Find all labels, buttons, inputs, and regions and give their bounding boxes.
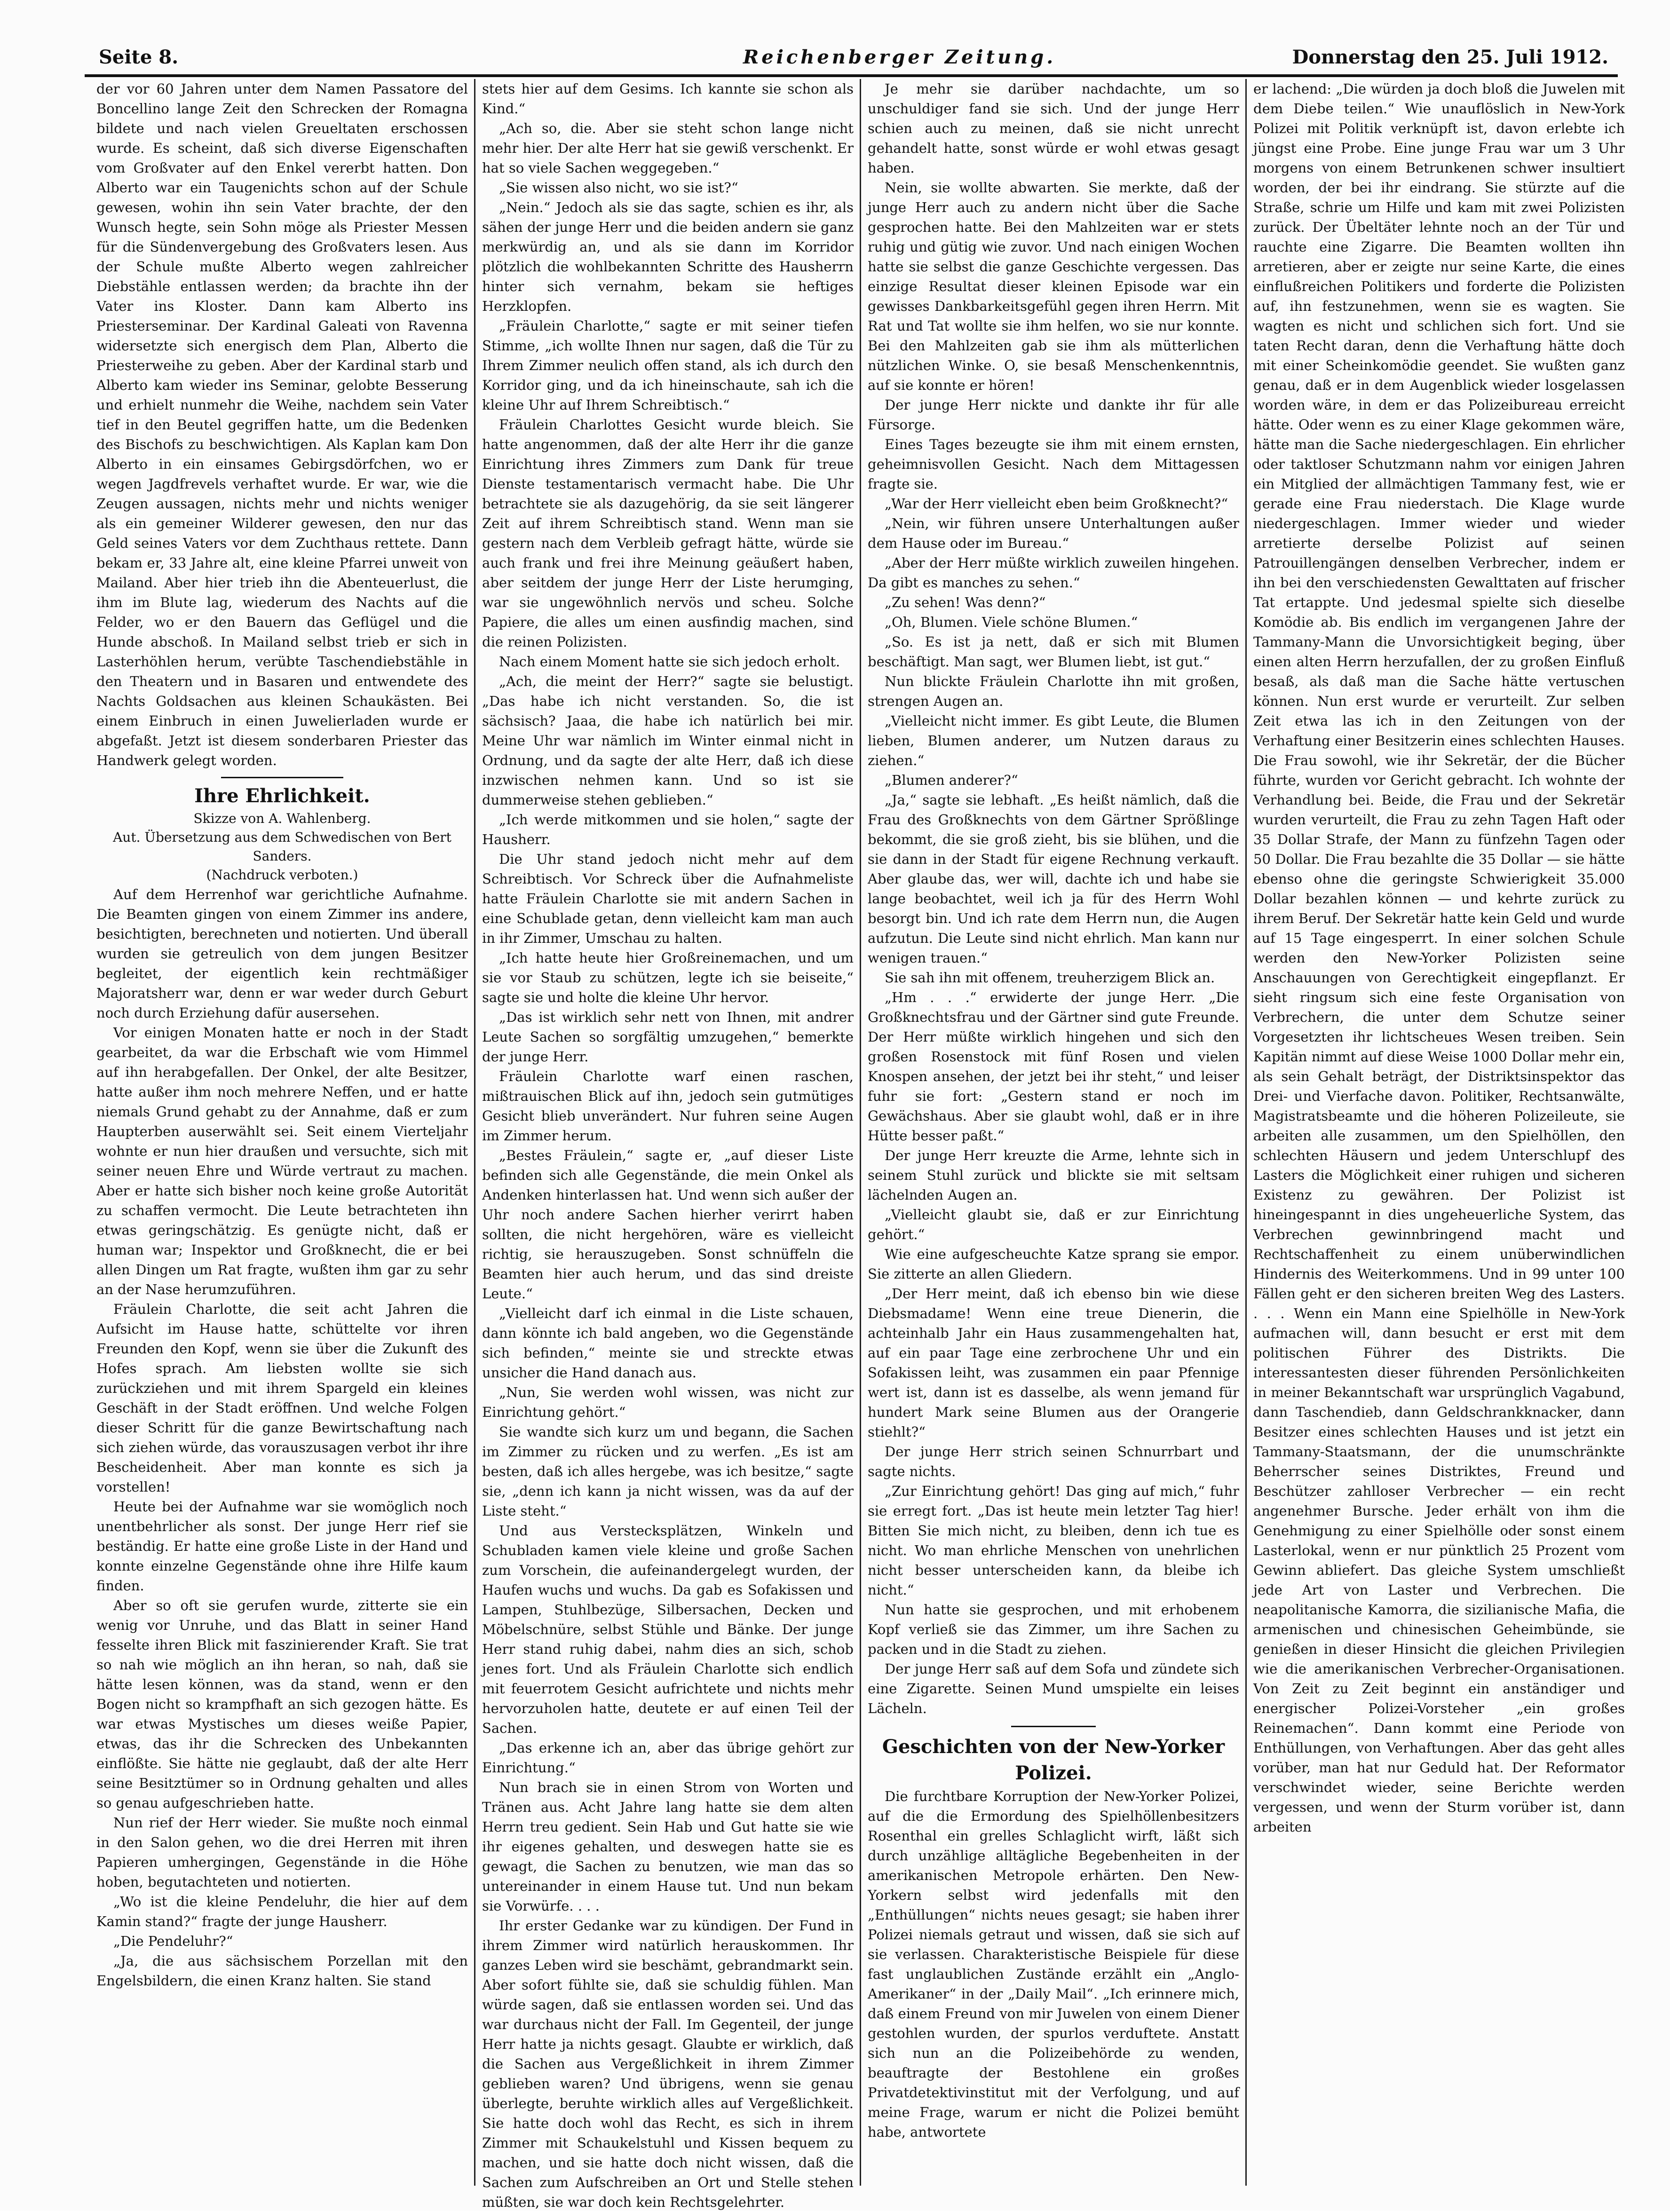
story-translation-note: Aut. Übersetzung aus dem Schwedischen von Bert Sanders. xyxy=(113,830,451,864)
paragraph: „Vielleicht darf ich einmal in die Liste schauen, dann könnte ich bald angeben, wo die Gegenstände sich befinden,“ meinte sie und streckte etwas unsicher die Hand danach aus. xyxy=(482,1305,854,1381)
paragraph: „Bestes Fräulein,“ sagte er, „auf dieser Liste befinden sich alle Gegenstände, die mein Onkel als Andenken hinterlassen hat. Und wenn sich außer der Uhr noch andere Sachen hierher verirrt haben sollten, die nicht hergehören, wäre es vielleicht richtig, sie herauszugeben. Sonst schnüffeln die Beamten hier auch herum, und das sind dreiste Leute.“ xyxy=(482,1147,854,1302)
paragraph: „Nun, Sie werden wohl wissen, was nicht zur Einrichtung gehört.“ xyxy=(482,1384,854,1420)
paragraph: „Der Herr meint, daß ich ebenso bin wie diese Diebsmadame! Wenn eine treue Dienerin, die achteinhalb Jahr ein Haus zusammengehalten hat, auf ein paar Tage eine zerbrochene Uhr und ein Sofakissen leiht, was zusammen ein paar Pfennige wert ist, dann ist es dasselbe, als wenn jemand für hundert Mark seine Blumen aus der Orangerie stiehlt?“ xyxy=(868,1286,1239,1440)
issue-date: Donnerstag den 25. Juli 1912. xyxy=(1292,46,1608,68)
paragraph: „Wo ist die kleine Pendeluhr, die hier auf dem Kamin stand?“ fragte der junge Hausherr. xyxy=(96,1894,468,1929)
paragraph: Vor einigen Monaten hatte er noch in der Stadt gearbeitet, da war die Erbschaft wie vom Himmel auf ihn herabgefallen. Der Onkel, der alte Besitzer, hatte außer ihm noch mehrere Neffen, und er hatte niemals Grund gehabt zu der Annahme, daß er zum Haupterben auserwählt sei. Seit einem Vierteljahr wohnte er nun hier draußen und versuchte, sich mit seiner neuen Ehre und Würde vertraut zu machen. Aber er hatte sich bisher noch keine große Autorität zu schaffen vermocht. Die Leute betrachteten ihn etwas geringschätzig. Es genügte nicht, daß er human war; Inspektor und Großknecht, die er bei allen Dingen um Rat fragte, wußten ihm gar zu sehr an der Nase herumzuführen. xyxy=(96,1025,468,1297)
paragraph: der vor 60 Jahren unter dem Namen Passatore del Boncellino lange Zeit den Schrecken der Romagna bildete und nach vielen Greueltaten erschossen wurde. Es scheint, daß sich diverse Eigenschaften vom Großvater auf den Enkel vererbt hatten. Don Alberto war ein Taugenichts schon auf der Schule gewesen, wohin ihn sein Vater brachte, der den Wunsch hegte, sein Sohn möge als Priester Messen für die Sündenvergebung des Großvaters lesen. Aus der Schule mußte Alberto wegen zahlreicher Diebstähle entlassen werden; da brachte ihn der Vater ins Kloster. Dann kam Alberto ins Priesterseminar. Der Kardinal Galeati von Ravenna widersetzte sich energisch dem Plan, Alberto die Priesterweihe zu geben. Aber der Kardinal starb und Alberto kam wieder ins Seminar, gelobte Besserung und erhielt nunmehr die Weihe, nachdem sein Vater tief in den Beutel gegriffen hatte, um die Bedenken des Bischofs zu beschwichtigen. Als Kaplan kam Don Alberto in ein einsames Gebirgsdörfchen, wo er wegen Jagdfrevels verhaftet wurde. Er war, wie die Zeugen aussagen, nichts mehr und nichts weniger als ein gemeiner Wilderer gewesen, den nur das Geld seines Vaters vor dem Zuchthaus rettete. Dann bekam er, 33 Jahre alt, eine kleine Pfarrei unweit von Mailand. Aber hier trieb ihn die Abenteuerlust, die ihm im Blute lag, wiederum des Nachts auf die Felder, wo er den Bauern das Geflügel und die Hunde abschoß. In Mailand selbst trieb er sich in Lasterhöhlen herum, verübte Taschendiebstähle in den Theatern und in Basaren und entwendete des Nachts Goldsachen aus kleinen Schaukästen. Bei einem Einbruch in einen Juwelierladen wurde er abgefaßt. Jetzt ist diesem sonderbaren Priester das Handwerk gelegt worden. xyxy=(96,81,468,768)
paragraph: „Hm . . .“ erwiderte der junge Herr. „Die Großknechtsfrau und der Gärtner sind gute Freunde. Der Herr müßte wirklich hingehen und sich den großen Rosenstock mit fünf Rosen und vielen Knospen ansehen, der jetzt bei ihr steht,“ und leiser fuhr sie fort: „Gestern stand er noch im Gewächshaus. Aber sie glaubt wohl, daß er in ihre Hütte besser paßt.“ xyxy=(868,989,1239,1144)
story-byline: Skizze von A. Wahlenberg. xyxy=(193,811,371,826)
paragraph: „Ja,“ sagte sie lebhaft. „Es heißt nämlich, daß die Frau des Großknechts von dem Gärtner Sprößlinge bekommt, die sie groß zieht, bis sie blühen, und die sie dann in der Stadt für eigene Rechnung verkauft. Aber glaube das, wer will, dachte ich und habe sie lange beobachtet, weil ich ja für des Herrn Wohl besorgt bin. Und ich rate dem Herrn nun, die Augen aufzutun. Die Leute sind nicht ehrlich. Man kann nur wenigen trauen.“ xyxy=(868,792,1239,966)
paragraph: „Fräulein Charlotte,“ sagte er mit seiner tiefen Stimme, „ich wollte Ihnen nur sagen, daß die Tür zu Ihrem Zimmer neulich offen stand, als ich durch den Korridor ging, und da ich hineinschaute, sah ich die kleine Uhr auf Ihrem Schreibtisch.“ xyxy=(482,318,854,413)
paragraph: „Ich hatte heute hier Großreinemachen, und um sie vor Staub zu schützen, legte ich sie beiseite,“ sagte sie und holte die kleine Uhr hervor. xyxy=(482,950,854,1005)
column-3 xyxy=(868,79,1239,2186)
paragraph: Fräulein Charlotte warf einen raschen, mißtrauischen Blick auf ihn, jedoch sein gutmütiges Gesicht blieb unverändert. Nur fuhren seine Augen im Zimmer herum. xyxy=(482,1068,854,1144)
paragraph: Aber so oft sie gerufen wurde, zitterte sie ein wenig vor Unruhe, und das Blatt in seiner Hand fesselte ihren Blick mit faszinierender Kraft. Sie trat so nah wie möglich an ihn heran, so nah, daß sie hätte lesen können, was da stand, wenn er den Bogen nicht so krampfhaft an sich gezogen hätte. Es war etwas Mystisches um dieses weiße Papier, etwas, das ihr die Schrecken des Unbekannten einflößte. Sie hätte nie geglaubt, daß der alte Herr seine Besitztümer so in Ordnung gehalten und alles so genau aufgeschrieben hatte. xyxy=(96,1597,468,1811)
paragraph: „Das erkenne ich an, aber das übrige gehört zur Einrichtung.“ xyxy=(482,1740,854,1776)
paragraph: Nun brach sie in einen Strom von Worten und Tränen aus. Acht Jahre lang hatte sie dem alten Herrn treu gedient. Sein Hab und Gut hatte sie wie ihr eigenes gehalten, und deswegen hatte sie es gewagt, die Sachen zu benutzen, wie man das so untereinander in einem Hause tut. Und nun bekam sie Vorwürfe. . . . xyxy=(482,1779,854,1914)
paragraph: „So. Es ist ja nett, daß er sich mit Blumen beschäftigt. Man sagt, wer Blumen liebt, ist gut.“ xyxy=(868,634,1239,670)
paragraph: Eines Tages bezeugte sie ihm mit einem ernsten, geheimnisvollen Gesicht. Nach dem Mittagessen fragte sie. xyxy=(868,436,1239,492)
paragraph: „Nein, wir führen unsere Unterhaltungen außer dem Hause oder im Bureau.“ xyxy=(868,515,1239,551)
paragraph: Die Uhr stand jedoch nicht mehr auf dem Schreibtisch. Vor Schreck über die Aufnahmeliste hatte Fräulein Charlotte sie mit andern Sachen in eine Schublade getan, denn vielleicht kam man auch in ihr Zimmer, Umschau zu halten. xyxy=(482,851,854,946)
paragraph: „Ach so, die. Aber sie steht schon lange nicht mehr hier. Der alte Herr hat sie gewiß verschenkt. Er hat so viele Sachen weggegeben.“ xyxy=(482,120,854,176)
paragraph: Die furchtbare Korruption der New-Yorker Polizei, auf die die Ermordung des Spielhöllenbesitzers Rosenthal ein grelles Schlaglicht wirft, läßt sich durch unzählige alltägliche Begebenheiten in der amerikanischen Metropole erhärten. Den New-Yorkern selbst wird jedenfalls mit den „Enthüllungen“ nichts neues gesagt; sie haben ihrer Polizei niemals getraut und wissen, daß sie sich auf sie verlassen. Charakteristische Beispiele für diese fast unglaublichen Zustände erzählt ein „Anglo-Amerikaner“ in der „Daily Mail“. „Ich erinnere mich, daß einem Freund von mir Juwelen von einem Diener gestohlen wurden, der spurlos verduftete. Anstatt sich nun an die Polizeibehörde zu wenden, beauftragte der Bestohlene ein großes Privatdetektivinstitut mit der Verfolgung, und auf meine Frage, warum er nicht die Polizei bemüht habe, antwortete xyxy=(868,1788,1239,2140)
story-title: Ihre Ehrlichkeit. xyxy=(194,785,370,807)
paragraph: „Ich werde mitkommen und sie holen,“ sagte der Hausherr. xyxy=(482,812,854,847)
column-rule xyxy=(860,79,861,2186)
paragraph: „Ach, die meint der Herr?“ sagte sie belustigt. „Das habe ich nicht verstanden. So, die ist sächsisch? Jaaa, die habe ich natürlich bei mir. Meine Uhr war nämlich im Winter einmal nicht in Ordnung, und da sagte der alte Herr, daß ich diese inzwischen nehmen kann. Und so ist sie dummerweise stehen geblieben.“ xyxy=(482,673,854,808)
paragraph: „Oh, Blumen. Viele schöne Blumen.“ xyxy=(885,614,1138,630)
paragraph: „Zur Einrichtung gehört! Das ging auf mich,“ fuhr sie erregt fort. „Das ist heute mein letzter Tag hier! Bitten Sie mich nicht, zu bleiben, denn ich tue es nicht. Wo man ehrliche Menschen von unehrlichen nicht besser unterscheiden kann, da bleibe ich nicht.“ xyxy=(868,1483,1239,1598)
column-4 xyxy=(1253,79,1625,2186)
page-header xyxy=(85,41,1618,77)
paragraph: Heute bei der Aufnahme war sie womöglich noch unentbehrlicher als sonst. Der junge Herr rief sie beständig. Er hatte eine große Liste in der Hand und konnte einzelne Gegenstände ohne ihre Hilfe kaum finden. xyxy=(96,1499,468,1594)
paragraph: Der junge Herr kreuzte die Arme, lehnte sich in seinem Stuhl zurück und blickte sie mit seltsam lächelnden Augen an. xyxy=(868,1147,1239,1203)
paragraph: Sie sah ihn mit offenem, treuherzigem Blick an. xyxy=(885,970,1215,986)
paragraph: „Ja, die aus sächsischem Porzellan mit den Engelsbildern, die einen Kranz halten. Sie stand xyxy=(96,1953,468,1989)
paragraph: Nach einem Moment hatte sie sich jedoch erholt. xyxy=(499,654,840,670)
paragraph: Fräulein Charlotte, die seit acht Jahren die Aufsicht im Hause hatte, schüttelte vor ihren Freunden den Kopf, wenn sie über die Zukunft des Hofes sprach. Am liebsten wollte sie sich zurückziehen und mit ihrem Spargeld ein kleines Geschäft in der Stadt eröffnen. Und welche Folgen dieser Schritt für die ganze Bewirtschaftung nach sich ziehen würde, das vorauszusagen verbot ihr ihre Bescheidenheit. Aber man konnte es sich ja vorstellen! xyxy=(96,1301,468,1495)
paragraph: „Blumen anderer?“ xyxy=(885,772,1018,788)
paragraph: Nun hatte sie gesprochen, und mit erhobenem Kopf verließ sie das Zimmer, um ihre Sachen zu packen und in die Stadt zu ziehen. xyxy=(868,1602,1239,1657)
column-1 xyxy=(96,79,468,2186)
section-divider xyxy=(221,777,343,778)
paragraph: Ihr erster Gedanke war zu kündigen. Der Fund in ihrem Zimmer wird natürlich herauskommen. Ihr ganzes Leben wird sie beschämt, gebrandmarkt sein. Aber sofort fühlte sie, daß sie schuldig fühlen. Man würde sagen, daß sie entlassen worden sei. Und das war durchaus nicht der Fall. Im Gegenteil, der junge Herr hatte ja nichts gesagt. Glaubte er wirklich, daß die Sachen aus Vergeßlichkeit in ihrem Zimmer geblieben waren? Und übrigens, wenn sie genau überlegte, beruhte wirklich alles auf Vergeßlichkeit. Sie hatte doch wohl das Recht, es sich in ihrem Zimmer mit Schaukelstuhl und Kissen bequem zu machen, und sie hatte doch nicht wissen, daß die Sachen zum Aufschreiben an Ort und Stelle stehen müßten, sie war doch kein Rechtsgelehrter. xyxy=(482,1918,854,2210)
paragraph: Fräulein Charlottes Gesicht wurde bleich. Sie hatte angenommen, daß der alte Herr ihr die ganze Einrichtung ihres Zimmers zum Dank für treue Dienste testamentarisch vermacht habe. Die Uhr betrachtete sie als dazugehörig, da sie seit längerer Zeit auf ihrem Schreibtisch stand. Wenn man sie gestern nach dem Verbleib gefragt hätte, würde sie auch frank und frei ihre Meinung geäußert haben, aber seitdem der junge Herr der Liste herumging, war sie ungewöhnlich nervös und scheu. Solche Papiere, die alles um einen ausfindig machen, sind die reinen Polizisten. xyxy=(482,417,854,650)
paragraph: Der junge Herr saß auf dem Sofa und zündete sich eine Zigarette. Seinen Mund umspielte ein leises Lächeln. xyxy=(868,1661,1239,1716)
section-divider xyxy=(1011,1726,1096,1727)
column-rule xyxy=(474,79,475,2186)
paragraph: er lachend: „Die würden ja doch bloß die Juwelen mit dem Diebe teilen.“ Wie unauflöslich in New-York Polizei mit Politik verknüpft ist, davon erlebte ich jüngst eine Probe. Eine junge Frau war um 3 Uhr morgens von einem Betrunkenen schwer insultiert worden, der bei ihr eindrang. Sie stürzte auf die Straße, schrie um Hilfe und kam mit zwei Polizisten zurück. Der Übeltäter lehnte noch an der Tür und rauchte eine Zigarre. Die Beamten wollten ihn arretieren, aber er zeigte nur seine Karte, die eines einflußreichen Politikers und forderte die Polizisten auf, ihn festzunehmen, wenn sie es wagten. Sie wagten es nicht und schlichen sich fort. Und sie taten Recht daran, denn die Verhaftung hätte doch mit einer Scheinkomödie geendet. Sie wußten ganz genau, daß er in dem Augenblick wieder losgelassen worden wäre, in dem er das Polizeibureau erreicht hätte. Oder wenn es zu einer Klage gekommen wäre, hätte man die Sache niedergeschlagen. Ein ehrlicher oder taktloser Schutzmann nahm vor einigen Jahren ein Mitglied der allmächtigen Tammany fest, wie er gerade eine Frau niederstach. Die Klage wurde niedergeschlagen. Immer wieder und wieder arretierte derselbe Polizist auf seinen Patrouillengängen denselben Verbrecher, indem er ihn bei den verschiedensten Gewalttaten auf frischer Tat ertappte. Und jedesmal spielte sich dieselbe Komödie ab. Bis endlich im vergangenen Jahre der Tammany-Mann die Unvorsichtigkeit beging, über einen alten Herrn herzufallen, der zu großen Einfluß besaß, als daß man die Sache hätte vertuschen können. Nun erst wurde er verurteilt. Zur selben Zeit etwa las ich in den Zeitungen von der Verhaftung einer Besitzerin eines schlechten Hauses. Die Frau sowohl, wie ihr Sekretär, der die Bücher führte, wurden vor Gericht gebracht. Ich wohnte der Verhandlung bei. Beide, die Frau und der Sekretär wurden verurteilt, die Frau zu zehn Tagen Haft oder 35 Dollar Strafe, der Mann zu fünfzehn Tagen oder 50 Dollar. Die Frau bezahlte die 35 Dollar — sie hätte ebenso ohne die geringste Schwierigkeit 35.000 Dollar bezahlen können — und kehrte zurück zu ihrem Beruf. Der Sekretär hatte kein Geld und wurde auf 15 Tage eingesperrt. In einer solchen Schule werden den New-Yorker Polizisten seine Anschauungen von Gerechtigkeit eingepflanzt. Er sieht ringsum sich eine feste Organisation von Verbrechern, die unter dem Schutze seiner Vorgesetzten ihr lichtscheues Wesen treiben. Sein Kapitän nimmt auf diese Weise 1000 Dollar mehr ein, als sein Gehalt beträgt, der Distriktsinspektor das Drei- und Vierfache davon. Politiker, Rechtsanwälte, Magistratsbeamte und die höheren Polizeileute, sie arbeiten alle zusammen, um den Spielhöllen, den schlechten Häusern und jedem Unterschlupf des Lasters die Möglichkeit einer ruhigen und sicheren Existenz zu gewähren. Der Polizist ist hineingespannt in dies ungeheuerliche System, das Verbrechen gewinnbringend macht und Rechtschaffenheit zu einem unüberwindlichen Hindernis des Weiterkommens. Und in 99 unter 100 Fällen geht er den sicheren breiten Weg des Lasters. . . . Wenn ein Mann eine Spielhölle in New-York aufmachen will, dann besucht er erst mit dem politischen Führer des Distrikts. Die interessantesten dieser führenden Persönlichkeiten in meiner Bekanntschaft war ursprünglich Vagabund, dann Taschendieb, dann Geldschrankknacker, dann Besitzer eines schlechten Hauses und ist jetzt ein Tammany-Staatsmann, der die unumschränkte Beherrscher seines Distriktes, Freund und Beschützer zahlloser Verbrecher — ein recht angenehmer Bursche. Jeder erhält von ihm die Genehmigung zu einer Spielhölle oder sonst einem Lasterlokal, wenn er nur pünktlich 25 Prozent vom Gewinn abliefert. Das gleiche System umschließt jede Art von Laster und Verbrechen. Die neapolitanische Kamorra, die sizilianische Mafia, die armenischen und chinesischen Geheimbünde, sie genießen in dieser Hinsicht die gleichen Privilegien wie die amerikanischen Verbrecher-Organisationen. Von Zeit zu Zeit beginnt ein anständiger und energischer Polizei-Vorsteher „ein großes Reinemachen“. Dann kommt eine Periode von Enthüllungen, von Verhaftungen. Aber das geht alles vorüber, man hat nur Geduld hat. Der Reformator verschwindet wieder, seine Berichte werden vergessen, und wenn der Sturm vorüber ist, dann arbeiten xyxy=(1253,81,1625,1835)
page-number: Seite 8. xyxy=(99,46,179,68)
paragraph: Auf dem Herrenhof war gerichtliche Aufnahme. Die Beamten gingen von einem Zimmer ins andere, besichtigten, berechneten und notierten. Und überall wurden sie getreulich von dem jungen Besitzer begleitet, der eigentlich kein rechtmäßiger Majoratsherr war, denn er war weder durch Geburt noch durch Erziehung dafür ausersehen. xyxy=(96,886,468,1021)
paragraph: „Vielleicht glaubt sie, daß er zur Einrichtung gehört.“ xyxy=(868,1207,1239,1242)
paragraph: „Die Pendeluhr?“ xyxy=(113,1933,233,1949)
paragraph: „Das ist wirklich sehr nett von Ihnen, mit andrer Leute Sachen so sorgfältig umzugehen,“ bemerkte der junge Herr. xyxy=(482,1009,854,1065)
paragraph: Nun blickte Fräulein Charlotte ihn mit großen, strengen Augen an. xyxy=(868,673,1239,709)
paragraph: „Sie wissen also nicht, wo sie ist?“ xyxy=(499,180,738,196)
column-rule xyxy=(1245,79,1247,2186)
paragraph: Der junge Herr strich seinen Schnurrbart und sagte nichts. xyxy=(868,1444,1239,1479)
paragraph: Nein, sie wollte abwarten. Sie merkte, daß der junge Herr auch zu andern nicht über die Sache gesprochen hatte. Bei den Mahlzeiten war er stets ruhig und gütig wie zuvor. Und nach einigen Wochen hatte sie selbst die ganze Geschichte vergessen. Das einzige Resultat dieser kleinen Episode war ein gewisses Dankbarkeitsgefühl gegen ihren Herrn. Mit Rat und Tat wollte sie ihm helfen, wo sie nur konnte. Bei den Mahlzeiten gab sie ihm als mütterlichen nützlichen Winke. O, sie besaß Menschenkenntnis, auf sie konnte er hören! xyxy=(868,180,1239,393)
paragraph: „Aber der Herr müßte wirklich zuweilen hingehen. Da gibt es manches zu sehen.“ xyxy=(868,555,1239,591)
newspaper-masthead: Reichenberger Zeitung. xyxy=(743,46,1056,68)
column-2 xyxy=(482,79,854,2210)
paragraph: „Nein.“ Jedoch als sie das sagte, schien es ihr, als sähen der junge Herr und die beiden andern sie ganz merkwürdig an, und als sie dann im Korridor plötzlich die wohlbekannten Schritte des Hausherrn hinter sich vernahm, bekam sie heftiges Herzklopfen. xyxy=(482,199,854,314)
paragraph: Nun rief der Herr wieder. Sie mußte noch einmal in den Salon gehen, wo die drei Herren mit ihren Papieren umhergingen, Gegenstände in die Höhe hoben, begutachteten und notierten. xyxy=(96,1815,468,1890)
paragraph: stets hier auf dem Gesims. Ich kannte sie schon als Kind.“ xyxy=(482,81,854,117)
reprint-notice: (Nachdruck verboten.) xyxy=(206,867,358,883)
paragraph: Der junge Herr nickte und dankte ihr für alle Fürsorge. xyxy=(868,397,1239,433)
paragraph: „War der Herr vielleicht eben beim Großknecht?“ xyxy=(885,496,1228,512)
paragraph: „Zu sehen! Was denn?“ xyxy=(885,594,1046,610)
paragraph: Sie wandte sich kurz um und begann, die Sachen im Zimmer zu rücken und zu werfen. „Es ist am besten, daß ich alles hergebe, was ich besitze,“ sagte sie, „denn ich kann ja nicht wissen, was da auf der Liste steht.“ xyxy=(482,1424,854,1519)
paragraph: Und aus Verstecksplätzen, Winkeln und Schubladen kamen viele kleine und große Sachen zum Vorschein, die aufeinandergelegt wurden, der Haufen wuchs und wuchs. Da gab es Sofakissen und Lampen, Stuhlbezüge, Silbersachen, Decken und Möbelschnüre, selbst Stühle und Bänke. Der junge Herr stand ruhig dabei, nahm dies an sich, schob jenes fort. Und als Fräulein Charlotte sich endlich mit feuerrotem Gesicht aufrichtete und nichts mehr hervorzuholen hatte, deutete er auf einen Teil der Sachen. xyxy=(482,1523,854,1736)
paragraph: Je mehr sie darüber nachdachte, um so unschuldiger fand sie sich. Und der junge Herr schien auch zu meinen, daß sie nicht unrecht gehandelt hatte, sonst würde er wohl etwas gesagt haben. xyxy=(868,81,1239,176)
paragraph: Wie eine aufgescheuchte Katze sprang sie empor. Sie zitterte an allen Gliedern. xyxy=(868,1246,1239,1282)
article-title: Geschichten von der New-Yorker Polizei. xyxy=(882,1736,1225,1784)
paragraph: „Vielleicht nicht immer. Es gibt Leute, die Blumen lieben, Blumen anderer, um Nutzen daraus zu ziehen.“ xyxy=(868,713,1239,768)
